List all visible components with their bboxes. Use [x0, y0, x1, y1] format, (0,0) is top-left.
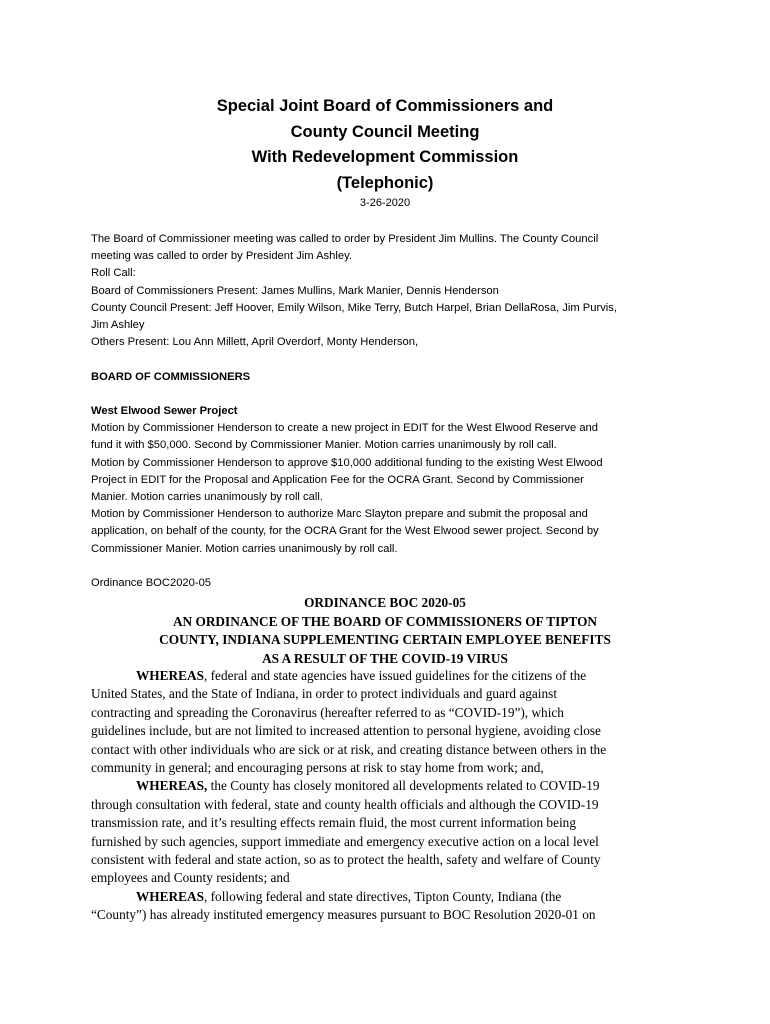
ordinance-heading — [91, 594, 679, 668]
whereas-2-line-5: consistent with federal and state action, so as to protect the health, safety and welfare of County — [91, 852, 601, 868]
ordinance-heading-line-1: ORDINANCE BOC 2020-05 — [304, 595, 466, 610]
motion-3-line-3: Commissioner Manier. Motion carries unanimously by roll call. — [91, 542, 398, 555]
council-present-line-2: Jim Ashley — [91, 319, 145, 332]
section-heading: BOARD OF COMMISSIONERS — [91, 370, 251, 383]
title-line-1: Special Joint Board of Commissioners and — [216, 97, 554, 115]
call-to-order-line-2: meeting was called to order by President Jim Ashley. — [91, 250, 352, 263]
whereas-1-line-6: community in general; and encouraging persons at risk to stay home from work; and, — [91, 760, 544, 776]
motion-1-line-1: Motion by Commissioner Henderson to create a new project in EDIT for the West Elwood Reserve and — [91, 422, 598, 435]
title-line-3: With Redevelopment Commission — [251, 148, 519, 166]
whereas-label: WHEREAS, — [136, 778, 208, 794]
whereas-3-line-2: “County”) has already instituted emergency measures pursuant to BOC Resolution 2020-01 on — [91, 907, 596, 923]
ordinance-heading-line-3: COUNTY, INDIANA SUPPLEMENTING CERTAIN EMPLOYEE BENEFITS — [159, 632, 611, 647]
title-line-2: County Council Meeting — [290, 122, 480, 141]
whereas-2-text: the County has closely monitored all developments related to COVID-19 — [207, 778, 600, 794]
whereas-3-text: , following federal and state directives, Tipton County, Indiana (the — [203, 888, 562, 904]
meeting-minutes — [91, 231, 691, 592]
spacer — [91, 351, 691, 368]
roll-call-label: Roll Call: — [91, 267, 136, 280]
whereas-label: WHEREAS — [136, 668, 204, 683]
motion-2-line-3: Manier. Motion carries unanimously by roll call. — [91, 491, 323, 504]
whereas-1-line-1 — [91, 667, 687, 685]
motion-1-line-2: fund it with $50,000. Second by Commissioner Manier. Motion carries unanimously by roll call. — [91, 439, 557, 452]
whereas-1-line-4: guidelines include, but are not limited to increased attention to personal hygiene, avoiding close — [91, 723, 601, 739]
subheading: West Elwood Sewer Project — [91, 405, 238, 417]
others-present: Others Present: Lou Ann Millett, April Overdorf, Monty Henderson, — [91, 336, 419, 349]
motion-3-line-1: Motion by Commissioner Henderson to authorize Marc Slayton prepare and submit the proposal and — [91, 508, 588, 521]
motion-2-line-2: Project in EDIT for the Proposal and Application Fee for the OCRA Grant. Second by Commissioner — [91, 473, 584, 486]
call-to-order-line-1: The Board of Commissioner meeting was called to order by President Jim Mullins. The County Council — [91, 233, 599, 245]
ordinance-reference: Ordinance BOC2020-05 — [91, 577, 212, 590]
whereas-1-line-5: contact with other individuals who are sick or at risk, and creating distance between others in the — [91, 741, 607, 757]
meeting-date: 3-26-2020 — [359, 197, 411, 209]
ordinance-body — [91, 667, 687, 925]
whereas-2-line-4: furnished by such agencies, support immediate and emergency executive action on a local level — [91, 833, 599, 849]
whereas-2-line-6: employees and County residents; and — [91, 870, 290, 886]
whereas-1-text: , federal and state agencies have issued guidelines for the citizens of the — [203, 668, 587, 683]
whereas-label: WHEREAS — [136, 888, 204, 904]
spacer — [91, 386, 691, 403]
whereas-2-line-3: transmission rate, and it’s resulting effects remain fluid, the most current information being — [91, 815, 576, 831]
spacer — [91, 558, 691, 575]
meeting-title — [90, 94, 680, 196]
motion-2-line-1: Motion by Commissioner Henderson to approve $10,000 additional funding to the existing West Elwood — [91, 456, 603, 469]
whereas-1-line-2: United States, and the State of Indiana, in order to protect individuals and guard against — [91, 686, 558, 702]
whereas-1-line-3: contracting and spreading the Coronavirus (hereafter referred to as “COVID-19”), which — [91, 704, 564, 720]
title-line-4: (Telephonic) — [336, 173, 434, 192]
whereas-3-line-1 — [91, 888, 687, 906]
motion-3-line-2: application, on behalf of the county, for the OCRA Grant for the West Elwood sewer project. Second by — [91, 525, 599, 538]
ordinance-heading-line-2: AN ORDINANCE OF THE BOARD OF COMMISSIONERS OF TIPTON — [172, 613, 598, 629]
ordinance-heading-line-4: AS A RESULT OF THE COVID-19 VIRUS — [262, 650, 508, 666]
commissioners-present: Board of Commissioners Present: James Mullins, Mark Manier, Dennis Henderson — [91, 284, 499, 297]
council-present-line-1: County Council Present: Jeff Hoover, Emily Wilson, Mike Terry, Butch Harpel, Brian DellaRosa, Jim Purvis, — [91, 301, 617, 314]
whereas-2-line-1 — [91, 777, 687, 795]
whereas-2-line-2: through consultation with federal, state and county health officials and although the COVID-19 — [91, 796, 599, 812]
